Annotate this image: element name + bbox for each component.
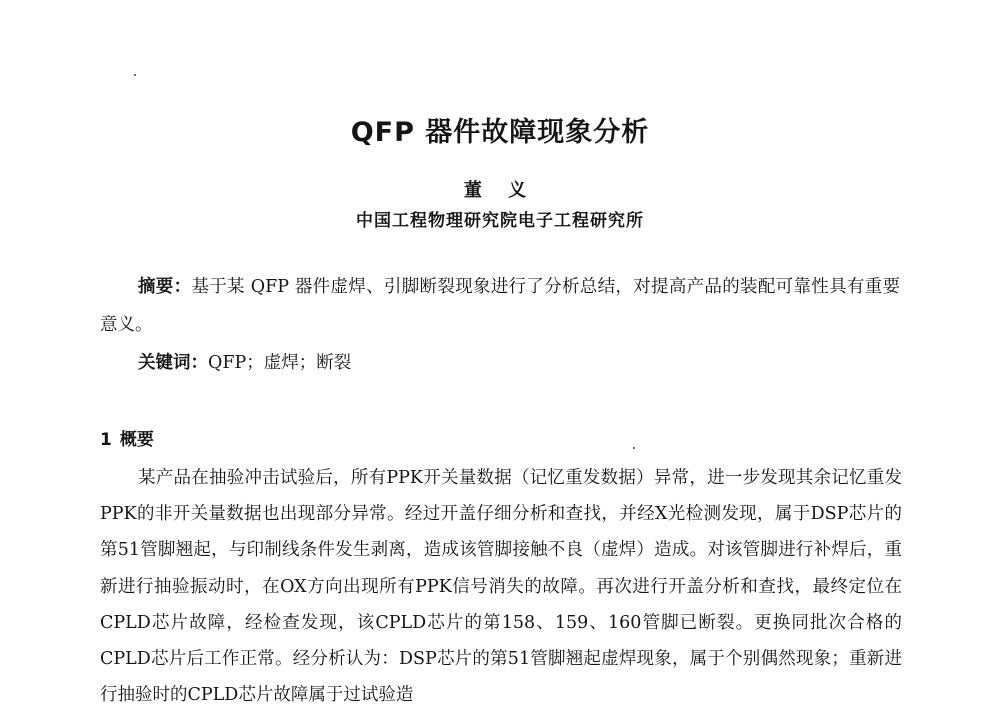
scan-speck [633, 447, 635, 449]
section-number: 1 [100, 430, 112, 450]
keywords-label: 关键词： [138, 353, 208, 373]
keywords [138, 344, 351, 382]
author-affiliation: 中国工程物理研究院电子工程研究所 [356, 211, 644, 231]
abstract [100, 268, 900, 344]
scan-speck [134, 74, 136, 76]
keywords-text: QFP；虚焊；断裂 [208, 353, 352, 373]
section-title: 概要 [119, 430, 154, 450]
abstract-text: 基于某 QFP 器件虚焊、引脚断裂现象进行了分析总结，对提高产品的装配可靠性具有重要意义。 [100, 277, 901, 335]
section-body: 某产品在抽验冲击试验后，所有PPK开关量数据（记忆重发数据）异常，进一步发现其余记忆重发PPK的非开关量数据也出现部分异常。经过开盖仔细分析和查找，并经X光检测发现，属于DSP芯片的第51管脚翘起，与印制线条件发生剥离，造成该管脚接触不良（虚焊）造成。对该管脚进行补焊后，重新进行抽验振动时，在OX方向出现所有PPK信号消失的故障。再次进行开盖分析和查找，最终定位在CPLD芯片故障，经检查发现，该CPLD芯片的第158、159、160管脚已断裂。更换同批次合格的CPLD芯片后工作正常。经分析认为：DSP芯片的第51管脚翘起虚焊现象，属于个别偶然现象；重新进行抽验时的CPLD芯片故障属于过试验造 [100, 468, 902, 706]
author-name: 董 义 [463, 180, 537, 201]
abstract-label: 摘要： [138, 277, 192, 297]
section-heading [100, 423, 154, 457]
paper-title: QFP 器件故障现象分析 [350, 117, 650, 148]
